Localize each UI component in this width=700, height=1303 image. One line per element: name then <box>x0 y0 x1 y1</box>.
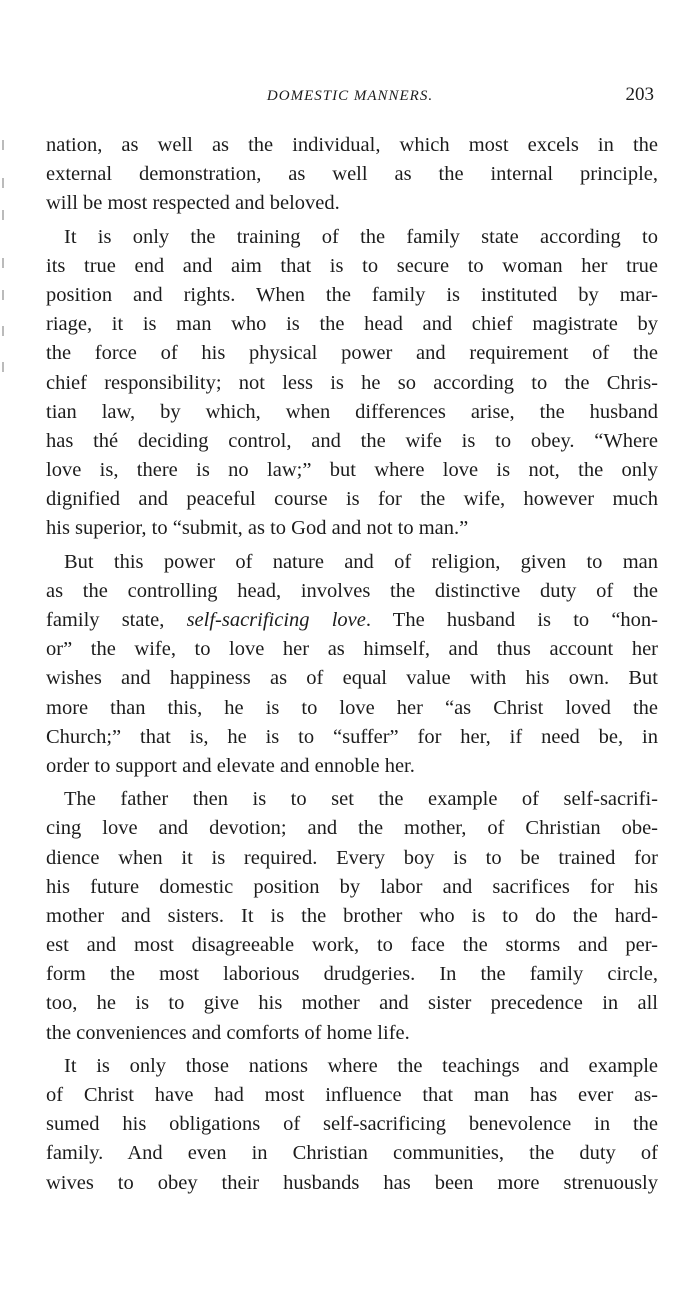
text-line: position and rights. When the family is instituted by mar- <box>46 283 658 306</box>
paragraph <box>46 1052 658 1198</box>
text-line: has thé deciding control, and the wife is to obey. “Where <box>46 429 658 452</box>
text-line: riage, it is man who is the head and chief magistrate by <box>46 313 658 336</box>
text-line: more than this, he is to love her “as Christ loved the <box>46 696 658 719</box>
text-line: sumed his obligations of self-sacrificing benevolence in the <box>46 1113 658 1136</box>
text-line: of Christ have had most influence that man has ever as- <box>46 1084 658 1106</box>
paragraph <box>46 131 658 219</box>
text-line: or” the wife, to love her as himself, and thus account her <box>46 638 658 661</box>
text-line: too, he is to give his mother and sister precedence in all <box>46 992 658 1015</box>
text-line: It is only the training of the family state according to <box>64 225 658 248</box>
text-line: the force of his physical power and requirement of the <box>46 342 658 365</box>
text-line: tian law, by which, when differences arise, the husband <box>46 400 658 423</box>
text-line: form the most laborious drudgeries. In the family circle, <box>46 963 658 986</box>
text-line: family state, self-sacrificing love. The husband is to “hon- <box>46 609 659 631</box>
text-line: his superior, to “submit, as to God and not to man.” <box>46 517 469 540</box>
text-line: his future domestic position by labor and sacrifices for his <box>46 875 658 898</box>
text-line: family. And even in Christian communities, the duty of <box>46 1142 658 1165</box>
text-line: order to support and elevate and ennoble her. <box>46 754 415 777</box>
running-header <box>40 84 660 108</box>
paragraph <box>46 548 658 782</box>
text-line: est and most disagreeable work, to face the storms and per- <box>46 934 658 957</box>
text-line: the conveniences and comforts of home life. <box>46 1021 410 1044</box>
text-line: dignified and peaceful course is for the wife, however much <box>46 488 658 511</box>
text-line: mother and sisters. It is the brother who is to do the hard- <box>46 904 658 927</box>
text-line: cing love and devotion; and the mother, of Christian obe- <box>46 817 658 840</box>
text-line: The father then is to set the example of self-sacrifi- <box>64 788 658 811</box>
paragraph <box>46 785 658 1048</box>
text-line: wives to obey their husbands has been more strenuously <box>46 1171 658 1194</box>
binding-margin-marks <box>2 140 10 380</box>
text-line: will be most respected and beloved. <box>46 192 340 215</box>
text-line: dience when it is required. Every boy is to be trained for <box>46 846 658 869</box>
text-line: its true end and aim that is to secure to woman her true <box>46 254 658 277</box>
text-line: It is only those nations where the teachings and example <box>64 1054 658 1077</box>
running-title: DOMESTIC MANNERS. <box>266 88 434 104</box>
page-number: 203 <box>625 84 654 105</box>
text-line: But this power of nature and of religion, given to man <box>64 550 658 573</box>
paragraph <box>46 223 658 544</box>
text-line: as the controlling head, involves the distinctive duty of the <box>46 579 658 602</box>
body-text <box>46 131 658 1198</box>
text-line: wishes and happiness as of equal value with his own. But <box>46 667 658 690</box>
text-line: nation, as well as the individual, which most excels in the <box>46 134 658 156</box>
text-line: Church;” that is, he is to “suffer” for her, if need be, in <box>46 725 658 748</box>
text-line: chief responsibility; not less is he so according to the Chris- <box>46 371 658 394</box>
emphasis: self-sacrificing love <box>186 609 366 631</box>
text-line: external demonstration, as well as the internal principle, <box>46 163 658 186</box>
text-line: love is, there is no law;” but where love is not, the only <box>46 459 658 482</box>
